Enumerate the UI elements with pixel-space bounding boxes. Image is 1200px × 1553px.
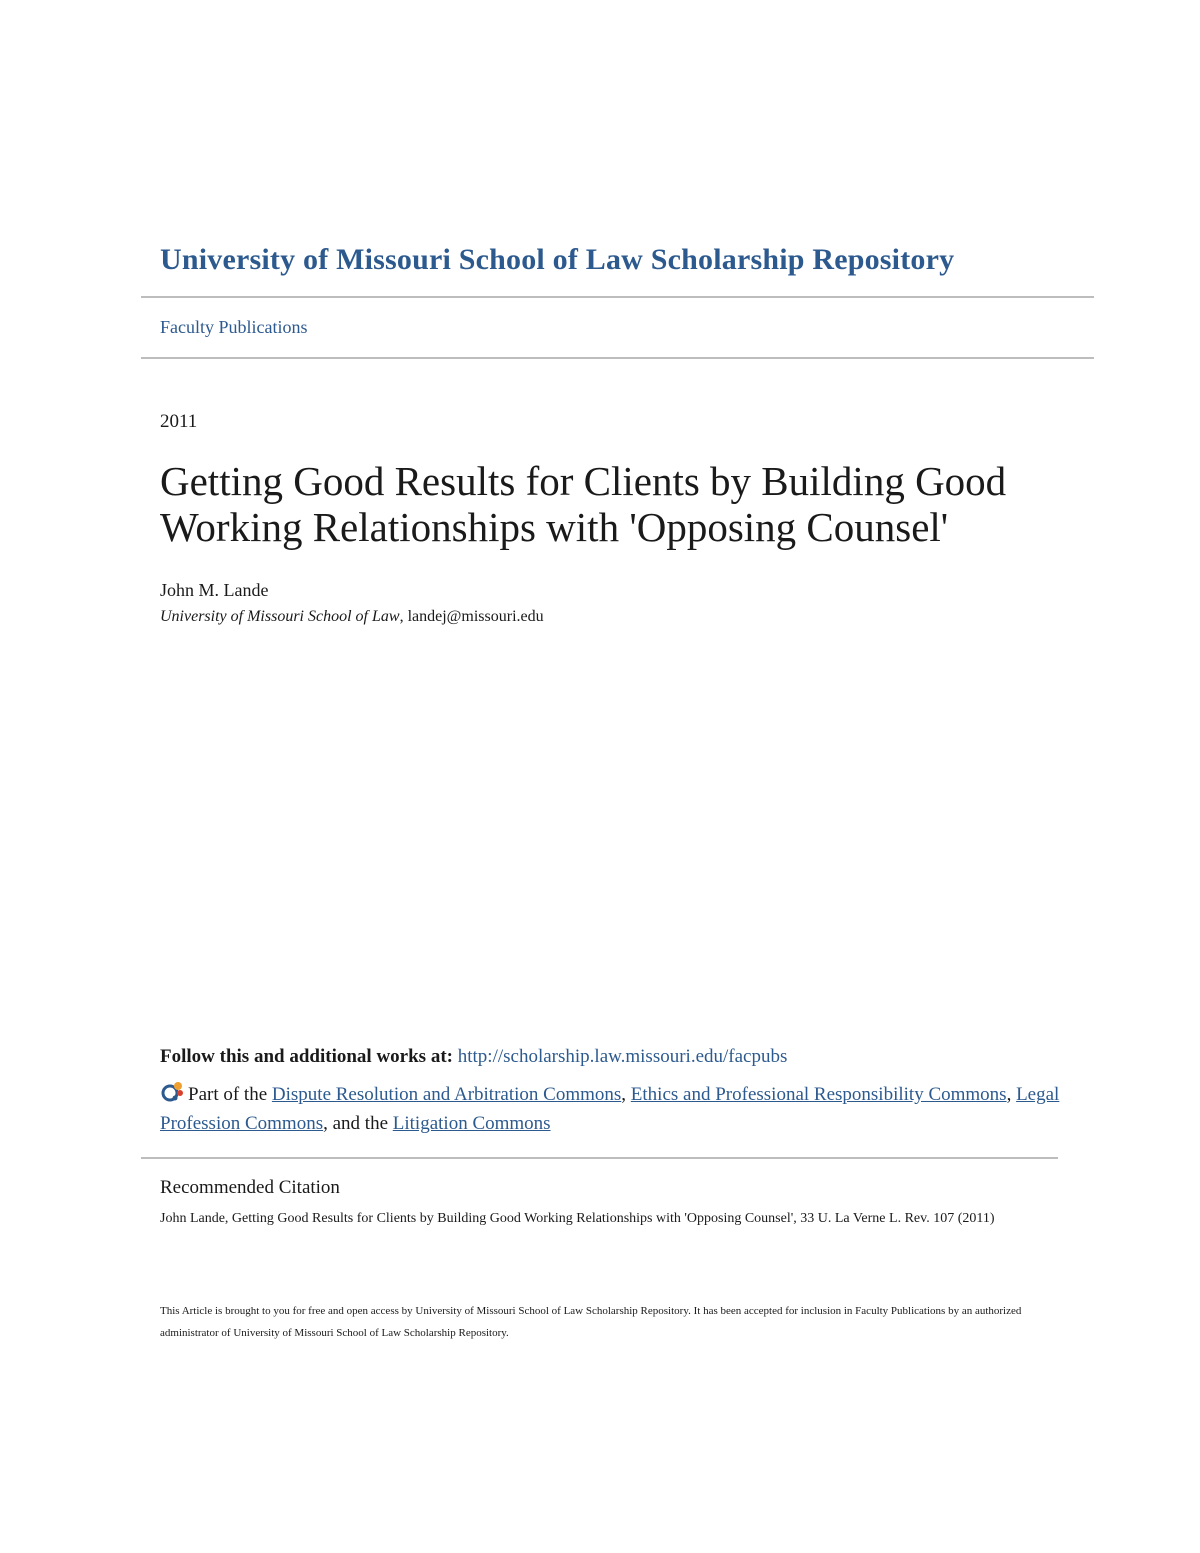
repository-title[interactable]: University of Missouri School of Law Scholarship Repository — [160, 243, 955, 276]
article-title[interactable]: Getting Good Results for Clients by Building Good Working Relationships with 'Opposing Counsel' — [160, 458, 1007, 550]
affiliation-institution: University of Missouri School of Law — [160, 608, 400, 625]
commons-link-legal-profession[interactable]: Legal Profession Commons — [160, 1084, 1060, 1134]
author-name: John M. Lande — [160, 580, 269, 600]
commons-prefix: Part of the — [188, 1084, 272, 1105]
commons-link-dispute-resolution[interactable]: Dispute Resolution and Arbitration Commons — [271, 1084, 622, 1105]
divider — [141, 296, 1094, 298]
publication-year: 2011 — [160, 411, 198, 432]
commons-link-ethics[interactable]: Ethics and Professional Responsibility Commons — [630, 1084, 1007, 1105]
commons-list — [160, 1080, 1060, 1138]
follow-url-link[interactable]: http://scholarship.law.missouri.edu/facpubs — [457, 1046, 788, 1067]
follow-label: Follow this and additional works at: — [160, 1046, 458, 1067]
citation-heading: Recommended Citation — [160, 1177, 340, 1198]
commons-link-litigation[interactable]: Litigation Commons — [392, 1113, 551, 1134]
series-link[interactable]: Faculty Publications — [160, 317, 308, 337]
affiliation-separator: , — [399, 608, 408, 625]
access-note: This Article is brought to you for free and open access by University of Missouri School of Law Scholarship Repository. It has been accepted for inclusion in Faculty Publications by an authorized administrator of University of Missouri School of Law Scholarship Repository. — [160, 1305, 1022, 1339]
citation-text: John Lande, Getting Good Results for Clients by Building Good Working Relationships with 'Opposing Counsel', 33 U. La Verne L. Rev. 107 (2011) — [160, 1211, 995, 1226]
divider — [141, 1157, 1058, 1159]
author-email[interactable]: landej@missouri.edu — [407, 608, 544, 625]
commons-separator: , — [621, 1084, 631, 1105]
network-icon — [160, 1081, 184, 1103]
commons-separator: , — [1006, 1084, 1017, 1105]
divider — [141, 357, 1094, 359]
commons-separator: , and the — [323, 1113, 393, 1134]
author-affiliation — [160, 608, 544, 626]
follow-line — [160, 1046, 787, 1068]
